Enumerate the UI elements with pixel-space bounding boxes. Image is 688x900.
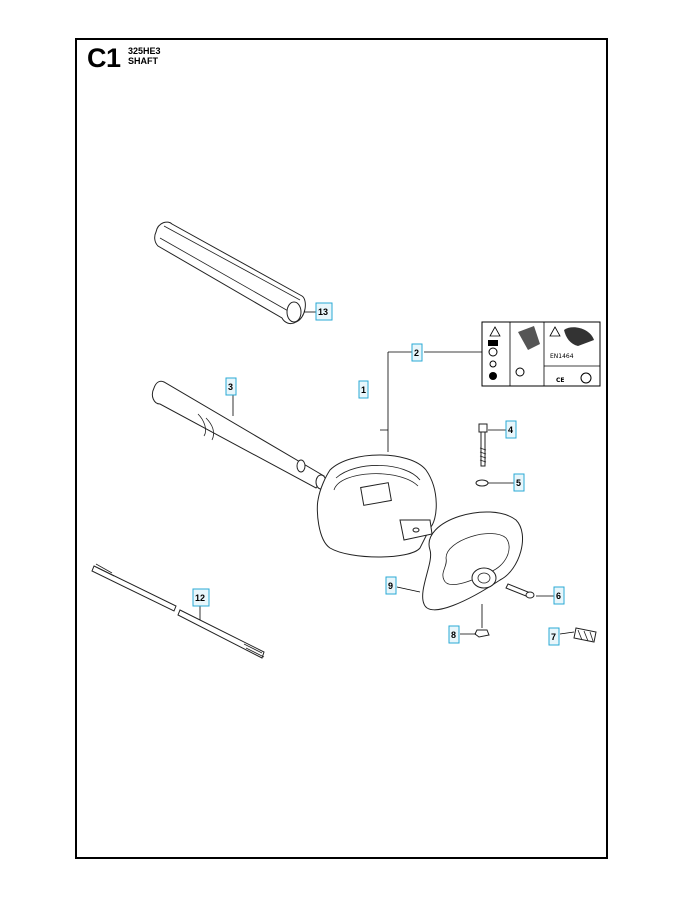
svg-text:2: 2	[414, 348, 420, 358]
callout-12	[193, 589, 209, 606]
svg-text:13: 13	[318, 307, 329, 317]
svg-text:1: 1	[361, 385, 367, 395]
callout-1	[359, 381, 368, 398]
callout-9	[386, 577, 396, 594]
page-code: C1	[87, 43, 121, 73]
svg-text:5: 5	[516, 478, 522, 488]
nut-part	[475, 630, 489, 637]
callout-13	[316, 303, 332, 320]
bolt-part	[479, 424, 487, 466]
drive-shaft-part	[92, 564, 264, 658]
svg-text:6: 6	[556, 591, 562, 601]
tube-part	[152, 381, 326, 489]
svg-text:8: 8	[451, 630, 457, 640]
svg-text:9: 9	[388, 581, 394, 591]
shaft-cover-part	[155, 222, 306, 324]
callout-6	[554, 587, 564, 604]
svg-text:7: 7	[551, 632, 557, 642]
manual-icon	[488, 340, 498, 346]
glove-icon	[489, 372, 497, 380]
svg-text:3: 3	[228, 382, 234, 392]
model-name: 325HE3	[128, 46, 161, 56]
callout-7	[549, 628, 559, 645]
callout-8	[449, 626, 459, 643]
label-standard-text: EN1464	[550, 353, 574, 360]
knob-part	[574, 628, 596, 642]
ce-mark-icon: CE	[556, 377, 565, 384]
svg-text:4: 4	[508, 425, 514, 435]
callout-2	[412, 344, 422, 361]
guard-part	[317, 455, 436, 557]
sheet-title: SHAFT	[128, 56, 158, 66]
callout-4	[506, 421, 516, 438]
screw-part	[506, 584, 534, 598]
callout-5	[514, 474, 524, 491]
loop-handle-part	[423, 512, 523, 610]
washer-part	[476, 480, 488, 486]
svg-text:12: 12	[195, 593, 206, 603]
callout-3	[226, 378, 236, 395]
warning-label-part	[482, 322, 600, 386]
